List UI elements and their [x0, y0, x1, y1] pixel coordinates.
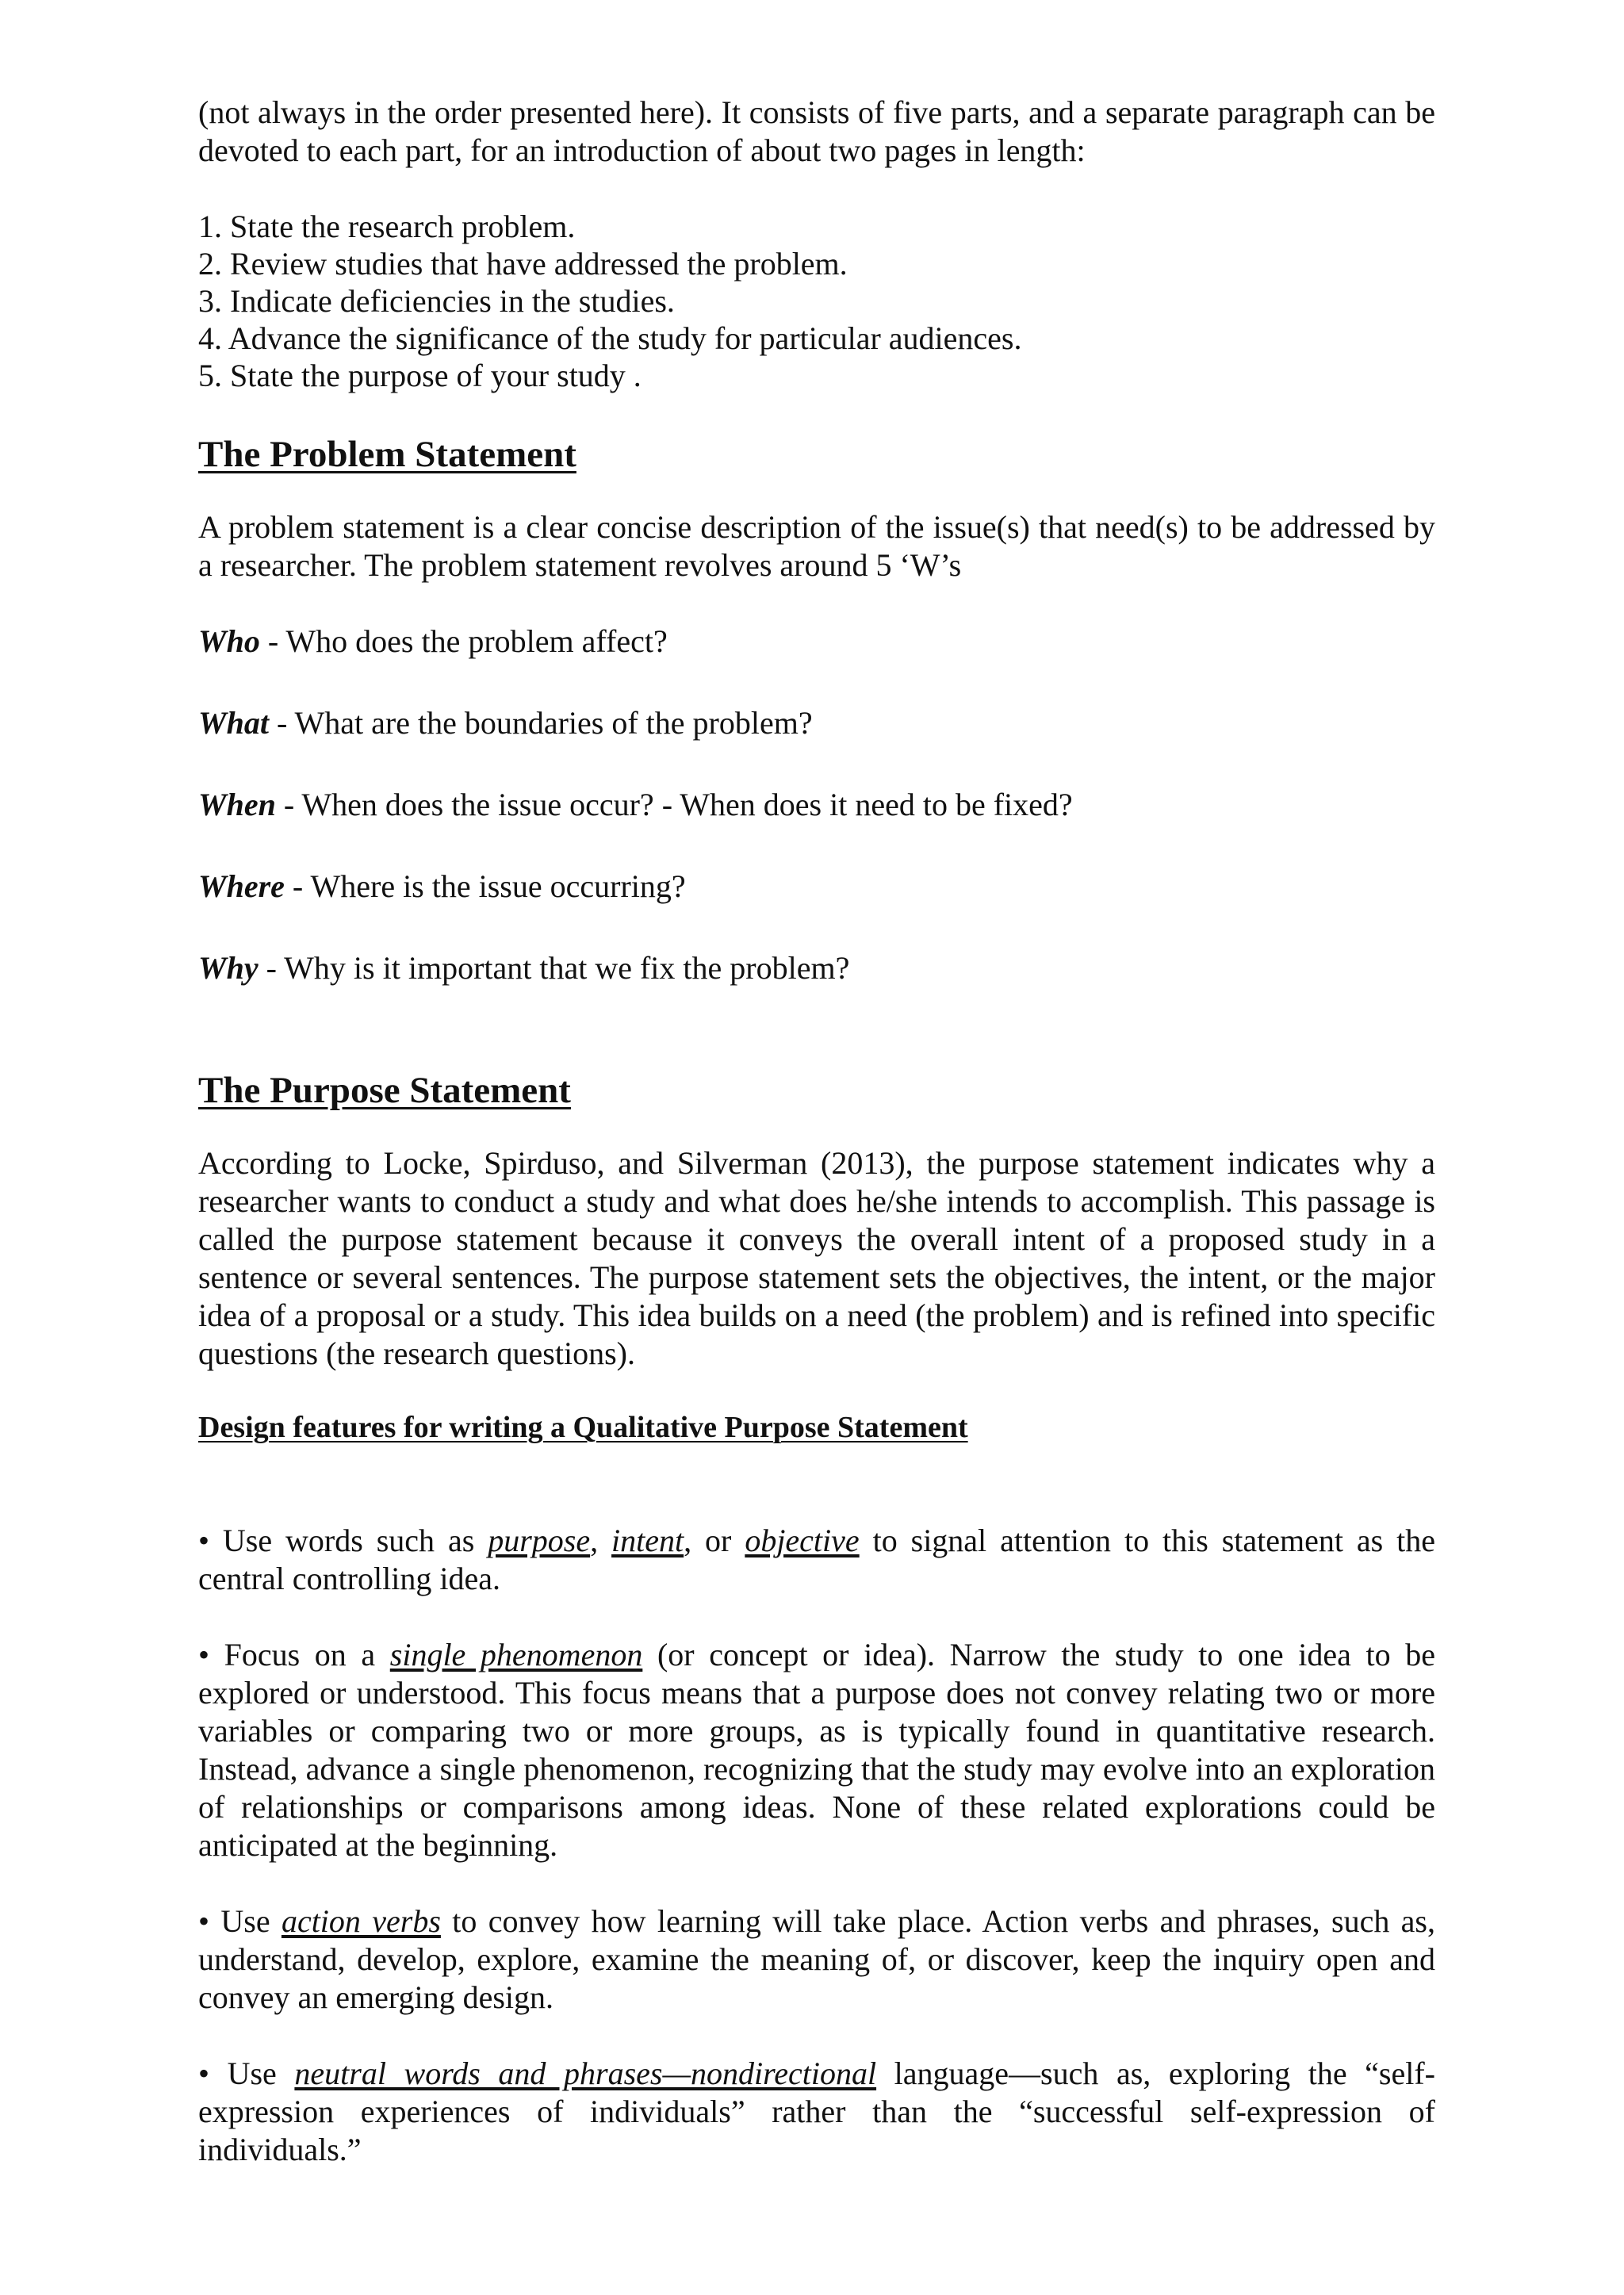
bullet-text: • Use words such as — [198, 1523, 488, 1558]
bullet-text: , — [590, 1523, 612, 1558]
who-item — [198, 623, 1435, 661]
bullet-text: • Use — [198, 1903, 282, 1939]
what-term: What — [198, 705, 269, 741]
emphasis-intent: intent — [611, 1523, 684, 1558]
bullet-action-verbs — [198, 1902, 1435, 2017]
when-text: - When does the issue occur? - When does it need to be fixed? — [275, 787, 1073, 822]
bullet-text: (or concept or idea). Narrow the study to one idea to be explored or understood. This focus means that a purpose does not convey relating two or more variables or comparing two or more groups, as is typically found in quantitative research. Instead, advance a single phenomenon, recognizing that the study may evolve into an exploration of relationships or comparisons among ideas. None of these related explorations could be anticipated at the beginning. — [198, 1637, 1435, 1863]
bullet-text: , or — [684, 1523, 745, 1558]
problem-statement-paragraph: A problem statement is a clear concise description of the issue(s) that need(s) to be addressed by a researcher. The problem statement revolves around 5 ‘W’s — [198, 509, 1435, 583]
document-page — [198, 94, 1435, 2169]
when-item — [198, 786, 1435, 824]
emphasis-purpose: purpose — [488, 1523, 591, 1558]
intro-steps-list — [198, 208, 1435, 394]
emphasis-action-verbs: action verbs — [281, 1903, 441, 1939]
problem-statement-heading: The Problem Statement — [198, 434, 576, 475]
who-term: Who — [198, 623, 260, 659]
bullet-text: • Focus on a — [198, 1637, 390, 1672]
what-item — [198, 704, 1435, 742]
purpose-statement-heading: The Purpose Statement — [198, 1070, 571, 1111]
what-text: - What are the boundaries of the problem? — [268, 705, 813, 741]
list-item: 4. Advance the significance of the study for particular audiences. — [198, 320, 1022, 356]
intro-paragraph: (not always in the order presented here). It consists of five parts, and a separate paragraph can be devoted to each part, for an introduction of about two pages in length: — [198, 94, 1435, 168]
why-text: - Why is it important that we fix the problem? — [258, 950, 850, 986]
list-item: 2. Review studies that have addressed the problem. — [198, 246, 848, 282]
where-item — [198, 868, 1435, 906]
who-text: - Who does the problem affect? — [259, 623, 668, 659]
why-item — [198, 949, 1435, 987]
emphasis-neutral-words: neutral words and phrases—nondirectional — [294, 2056, 877, 2091]
emphasis-single-phenomenon: single phenomenon — [389, 1637, 643, 1672]
bullet-text: language—such as, exploring the “self-expression experiences of individuals” rather than the “successful self-expression of individuals.” — [198, 2056, 1436, 2167]
where-text: - Where is the issue occurring? — [284, 868, 686, 904]
why-term: Why — [198, 950, 259, 986]
bullet-neutral-words — [198, 2055, 1435, 2169]
where-term: Where — [198, 868, 285, 904]
list-item: 3. Indicate deficiencies in the studies. — [198, 283, 675, 319]
list-item: 5. State the purpose of your study . — [198, 358, 642, 393]
bullet-purpose-words — [198, 1522, 1435, 1598]
list-item: 1. State the research problem. — [198, 209, 576, 244]
emphasis-objective: objective — [745, 1523, 860, 1558]
when-term: When — [198, 787, 276, 822]
bullet-text: • Use — [198, 2056, 295, 2091]
bullet-text: to signal attention to this statement as the central controlling idea. — [198, 1523, 1436, 1596]
bullet-text: to convey how learning will take place. Action verbs and phrases, such as, understand, develop, explore, examine the meaning of, or discover, keep the inquiry open and convey an emerging design. — [198, 1903, 1435, 2015]
purpose-statement-paragraph: According to Locke, Spirduso, and Silverman (2013), the purpose statement indicates why a researcher wants to conduct a study and what does he/she intends to accomplish. This passage is called the purpose statement because it conveys the overall intent of a proposed study in a sentence or several sentences. The purpose statement sets the objectives, the intent, or the major idea of a proposal or a study. This idea builds on a need (the problem) and is refined into specific questions (the research questions). — [198, 1145, 1435, 1371]
design-features-subheading: Design features for writing a Qualitative Purpose Statement — [198, 1411, 968, 1444]
bullet-single-phenomenon — [198, 1636, 1435, 1864]
